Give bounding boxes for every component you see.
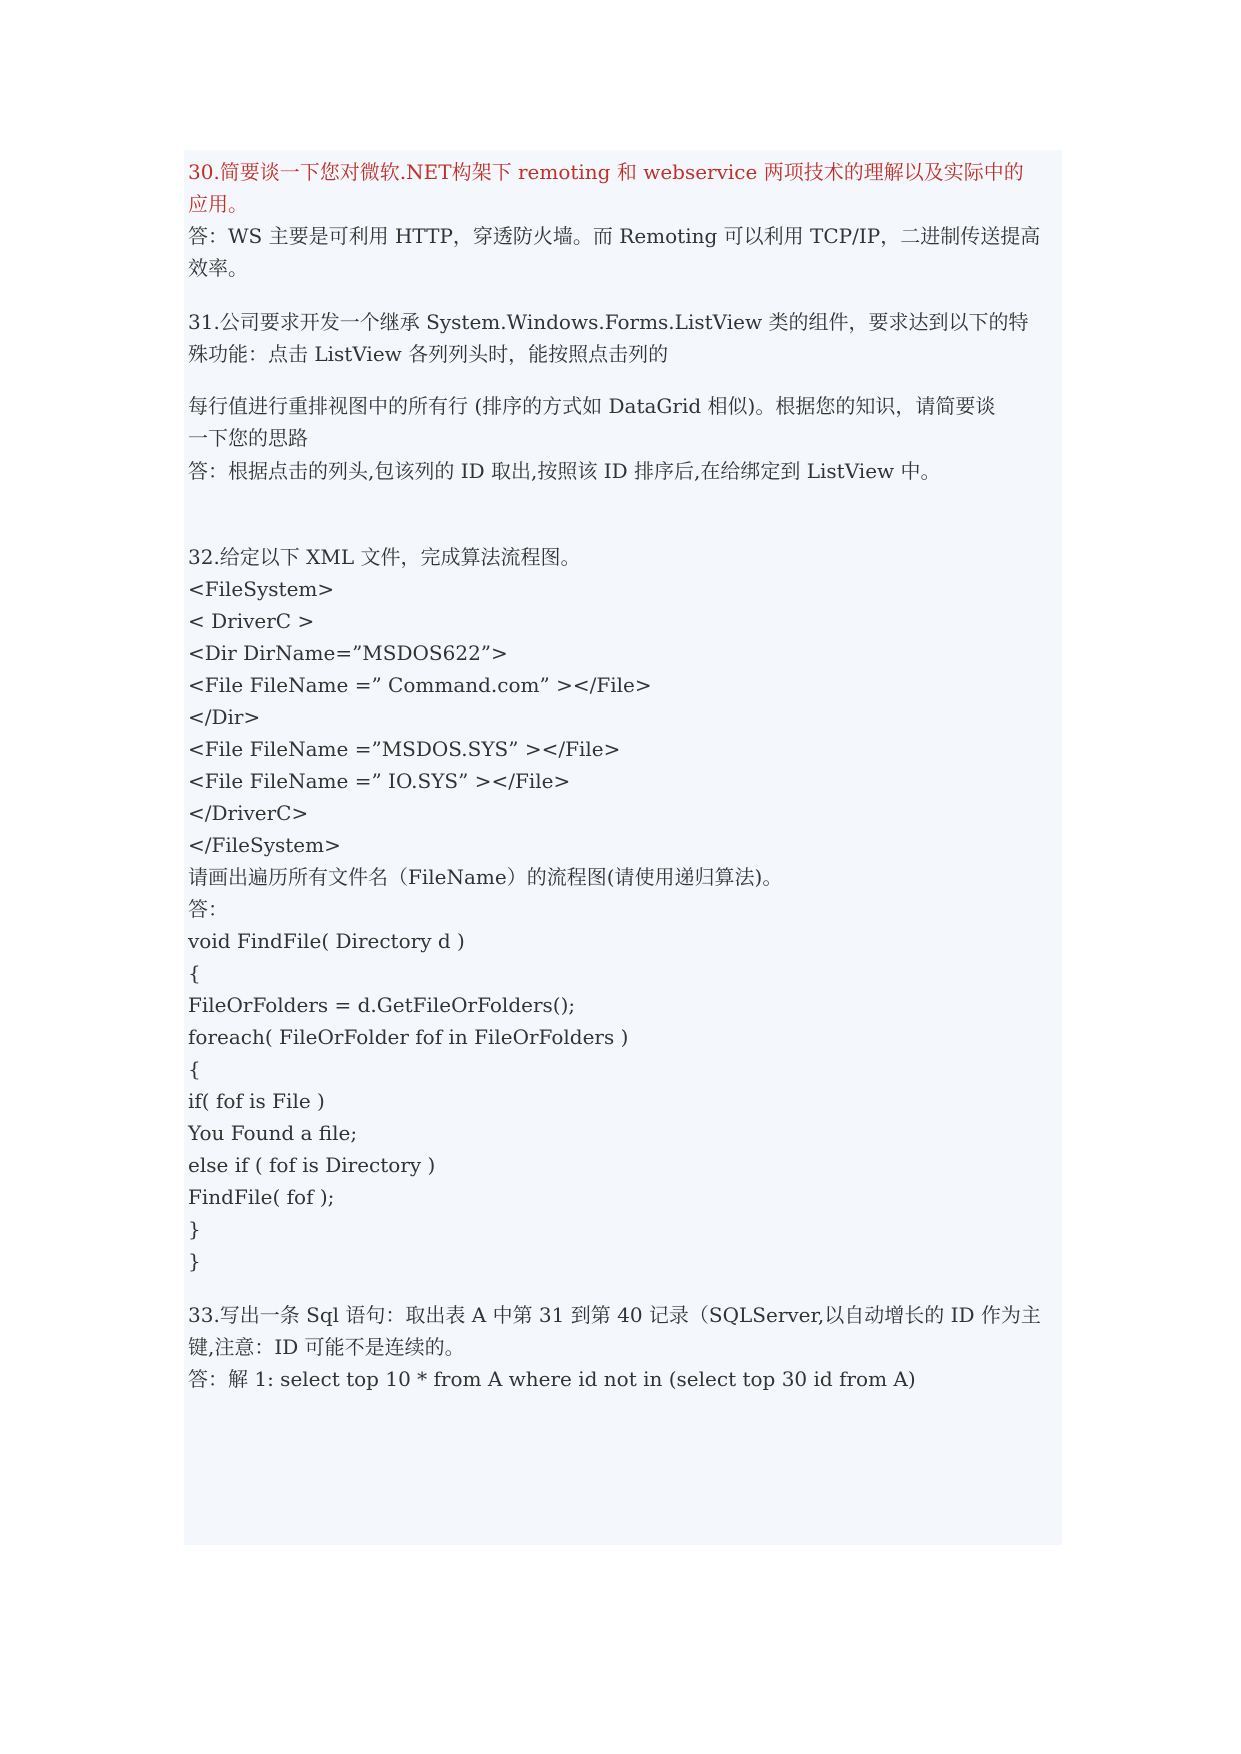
xml-line: <File FileName =” IO.SYS” ></File> (188, 769, 571, 793)
q31-title-line-1: 31.公司要求开发一个继承 System.Windows.Forms.ListView 类的组件，要求达到以下的特 (188, 310, 1029, 334)
xml-line: </Dir> (188, 705, 261, 729)
q32-answer-label: 答： (188, 897, 228, 921)
q30-title-line-2: 应用。 (188, 192, 248, 216)
xml-line: <Dir DirName=”MSDOS622”> (188, 641, 508, 665)
q33-title-line-2: 键,注意：ID 可能不是连续的。 (188, 1335, 465, 1359)
xml-line: </DriverC> (188, 801, 309, 825)
code-line: { (188, 961, 201, 985)
q31-title-line-2: 殊功能：点击 ListView 各列列头时，能按照点击列的 (188, 342, 669, 366)
q31-title-line-4: 一下您的思路 (188, 426, 308, 450)
code-line: FileOrFolders = d.GetFileOrFolders(); (188, 993, 576, 1017)
xml-line: < DriverC > (188, 609, 315, 633)
q31-title-line-3: 每行值进行重排视图中的所有行 (排序的方式如 DataGrid 相似)。根据您的知识，请简要谈 (188, 394, 996, 418)
xml-line: <FileSystem> (188, 577, 335, 601)
code-line: void FindFile( Directory d ) (188, 929, 465, 953)
q33-title-line-1: 33.写出一条 Sql 语句：取出表 A 中第 31 到第 40 记录（SQLServer,以自动增长的 ID 作为主 (188, 1303, 1041, 1327)
q30-answer-line-1: 答：WS 主要是可利用 HTTP，穿透防火墙。而 Remoting 可以利用 TCP/IP，二进制传送提高 (188, 224, 1041, 248)
q31-answer: 答：根据点击的列头,包该列的 ID 取出,按照该 ID 排序后,在给绑定到 ListView 中。 (188, 459, 941, 483)
q30-title-line-1: 30.简要谈一下您对微软.NET构架下 remoting 和 webservice 两项技术的理解以及实际中的 (188, 160, 1024, 184)
xml-line: </FileSystem> (188, 833, 341, 857)
document-panel (184, 150, 1062, 1545)
code-line: FindFile( fof ); (188, 1185, 335, 1209)
code-line: if( fof is File ) (188, 1089, 325, 1113)
code-line: foreach( FileOrFolder fof in FileOrFolders ) (188, 1025, 629, 1049)
q32-prompt: 请画出遍历所有文件名（FileName）的流程图(请使用递归算法)。 (188, 865, 783, 889)
q32-title: 32.给定以下 XML 文件，完成算法流程图。 (188, 545, 581, 569)
q33-answer: 答：解 1: select top 10 * from A where id not in (select top 30 id from A) (188, 1367, 916, 1391)
xml-line: <File FileName =” Command.com” ></File> (188, 673, 652, 697)
code-line: else if ( fof is Directory ) (188, 1153, 436, 1177)
q30-answer-line-2: 效率。 (188, 256, 248, 280)
code-line: { (188, 1057, 201, 1081)
code-line: } (188, 1217, 201, 1241)
xml-line: <File FileName =”MSDOS.SYS” ></File> (188, 737, 621, 761)
code-line: You Found a file; (188, 1121, 358, 1145)
code-line: } (188, 1249, 201, 1273)
